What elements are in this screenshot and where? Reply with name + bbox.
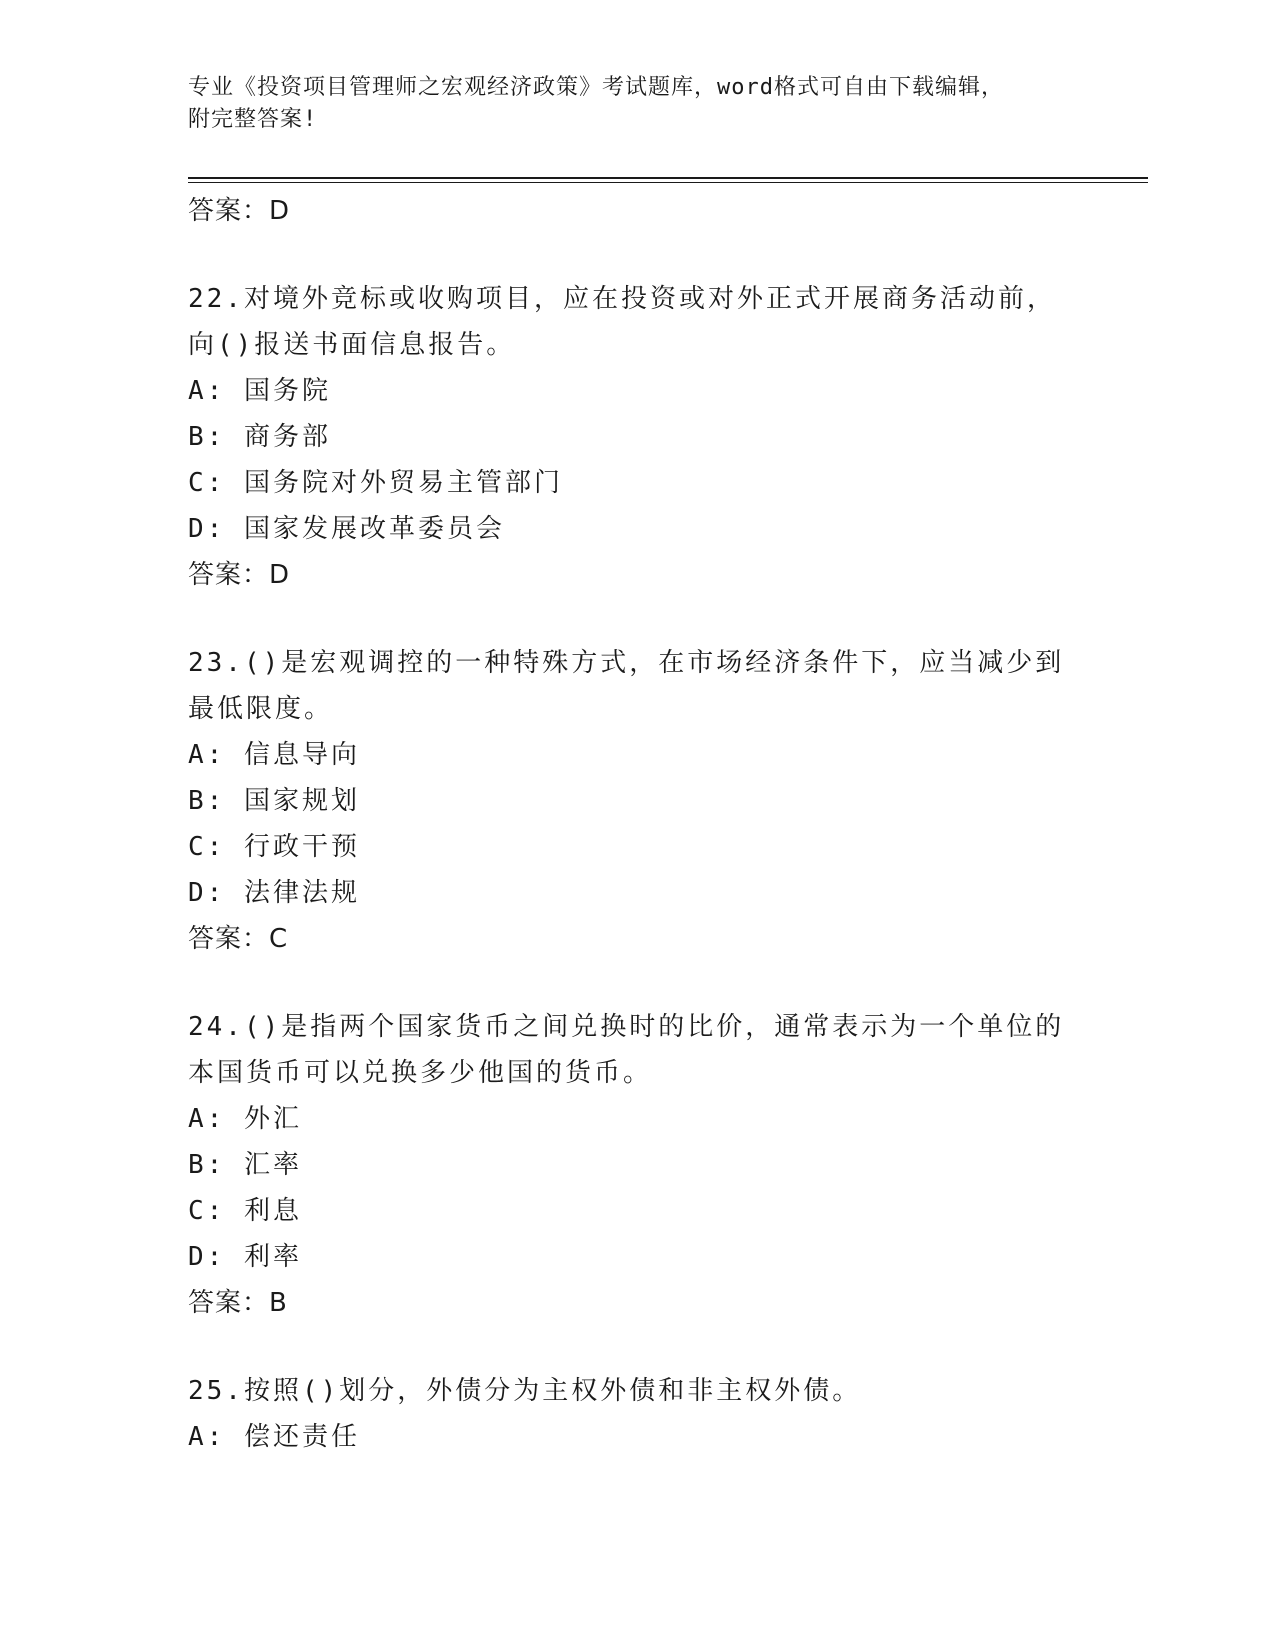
option-b: B: 汇率	[188, 1150, 302, 1180]
document-header	[188, 72, 1068, 136]
answer-label: 答案：D	[188, 196, 291, 226]
header-line-1: 专业《投资项目管理师之宏观经济政策》考试题库，word格式可自由下载编辑，	[188, 75, 1004, 100]
header-line-2: 附完整答案!	[188, 107, 318, 132]
question-list	[188, 188, 1088, 1460]
question-stem: 23.()是宏观调控的一种特殊方式，在市场经济条件下，应当减少到最低限度。	[188, 648, 1065, 724]
question-25	[188, 1368, 1088, 1460]
option-d: D: 利率	[188, 1242, 302, 1272]
option-c: C: 国务院对外贸易主管部门	[188, 468, 563, 498]
option-a: A: 信息导向	[188, 740, 360, 770]
option-b: B: 国家规划	[188, 786, 360, 816]
option-d: D: 国家发展改革委员会	[188, 514, 505, 544]
option-c: C: 利息	[188, 1196, 302, 1226]
question-stem: 25.按照()划分，外债分为主权外债和非主权外债。	[188, 1376, 862, 1406]
answer-label: 答案：D	[188, 560, 291, 590]
option-a: A: 偿还责任	[188, 1422, 360, 1452]
question-stem: 24.()是指两个国家货币之间兑换时的比价，通常表示为一个单位的本国货币可以兑换多少他国的货币。	[188, 1012, 1065, 1088]
answer-label: 答案：B	[188, 1288, 288, 1318]
option-c: C: 行政干预	[188, 832, 360, 862]
option-b: B: 商务部	[188, 422, 331, 452]
option-d: D: 法律法规	[188, 878, 360, 908]
question-stem: 22.对境外竞标或收购项目，应在投资或对外正式开展商务活动前，向()报送书面信息报告。	[188, 284, 1056, 360]
option-a: A: 外汇	[188, 1104, 302, 1134]
option-a: A: 国务院	[188, 376, 331, 406]
question-23	[188, 640, 1088, 962]
answer-label: 答案：C	[188, 924, 289, 954]
header-divider-thin	[188, 182, 1148, 183]
header-divider-thick	[188, 177, 1148, 179]
question-22	[188, 276, 1088, 598]
question-24	[188, 1004, 1088, 1326]
